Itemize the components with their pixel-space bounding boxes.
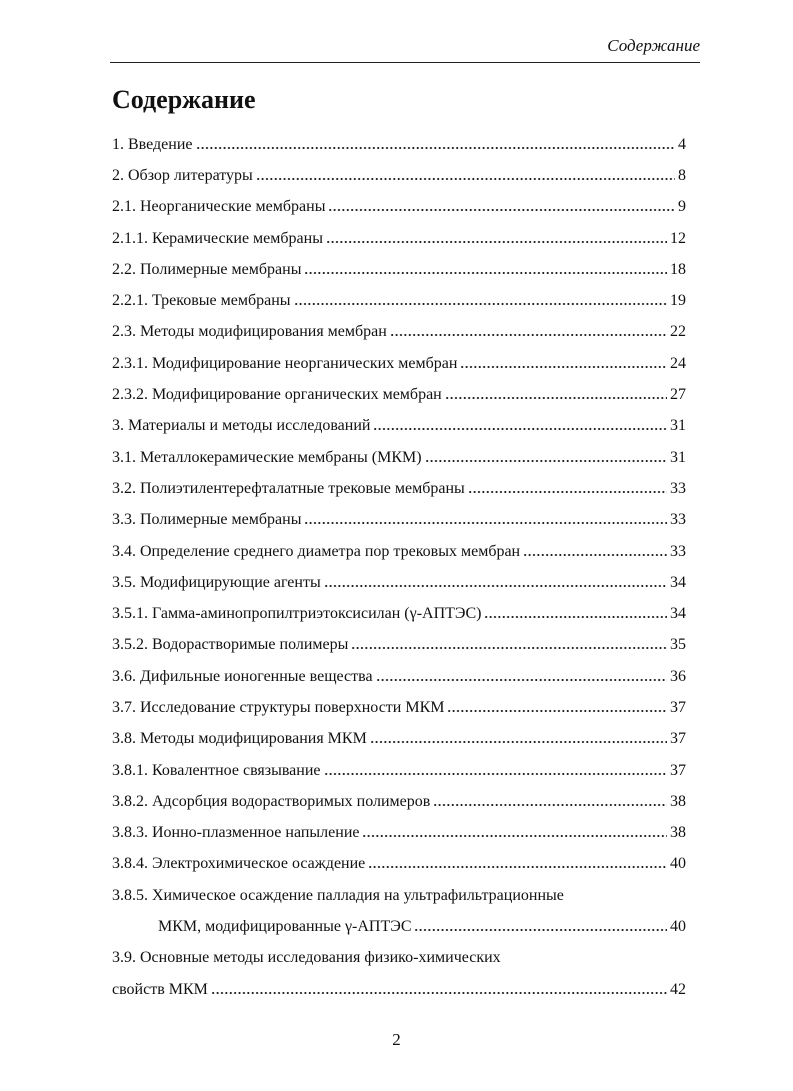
toc-entry-page: 35 <box>670 636 686 654</box>
toc-entry-label: 2.1.1. Керамические мембраны <box>112 229 323 247</box>
toc-entry-page: 34 <box>670 573 686 591</box>
toc-entry[interactable] <box>112 630 686 661</box>
dot-leader <box>425 454 667 468</box>
dot-leader <box>351 641 667 655</box>
toc-entry[interactable] <box>112 880 686 911</box>
toc-entry-page: 40 <box>670 918 686 936</box>
toc-entry-label: 3.5. Модифицирующие агенты <box>112 573 321 591</box>
toc-entry-label: 3.3. Полимерные мембраны <box>112 511 302 529</box>
dot-leader <box>304 266 667 280</box>
dot-leader <box>433 798 667 812</box>
dot-leader <box>447 704 667 718</box>
dot-leader <box>304 516 667 530</box>
toc-entry[interactable] <box>112 223 686 254</box>
toc-entry-label: 3.8.4. Электрохимическое осаждение <box>112 855 366 873</box>
toc-entry-label: 3.6. Дифильные ионогенные вещества <box>112 667 373 685</box>
toc-entry[interactable] <box>112 160 686 191</box>
toc-entry-label: 2. Обзор литературы <box>112 166 253 184</box>
toc-entry-page: 38 <box>670 792 686 810</box>
toc-entry-label: 2.2. Полимерные мембраны <box>112 260 302 278</box>
toc-entry[interactable] <box>112 473 686 504</box>
toc-entry-page: 31 <box>670 448 686 466</box>
toc-entry[interactable] <box>112 379 686 410</box>
running-header-title: Содержание <box>607 36 700 55</box>
running-header <box>110 36 700 63</box>
toc-entry-label: 3.8.3. Ионно-плазменное напыление <box>112 824 360 842</box>
toc-entry[interactable] <box>112 254 686 285</box>
dot-leader <box>414 923 667 937</box>
toc-entry-page: 34 <box>670 605 686 623</box>
toc-entry-page: 27 <box>670 386 686 404</box>
toc-entry[interactable] <box>112 818 686 849</box>
toc-entry[interactable] <box>112 943 686 974</box>
toc-entry-label: 2.3. Методы модифицирования мембран <box>112 323 387 341</box>
toc-entry[interactable] <box>112 442 686 473</box>
dot-leader <box>256 172 675 186</box>
toc-entry-label: 2.2.1. Трековые мембраны <box>112 292 291 310</box>
toc-entry-label: 3.7. Исследование структуры поверхности МКМ <box>112 698 445 716</box>
toc-entry-label: 2.3.1. Модифицирование неорганических мембран <box>112 354 458 372</box>
dot-leader <box>294 297 667 311</box>
toc-entry-label: 3. Материалы и методы исследований <box>112 417 371 435</box>
dot-leader <box>484 610 667 624</box>
toc-entry[interactable] <box>112 755 686 786</box>
dot-leader <box>468 485 667 499</box>
toc-entry-label: 3.5.1. Гамма-аминопропилтриэтоксисилан (γ-АПТЭС) <box>112 605 482 623</box>
toc-entry-label: МКМ, модифицированные γ-АПТЭС <box>158 918 412 936</box>
toc-entry-page: 37 <box>670 698 686 716</box>
toc-entry-page: 33 <box>670 511 686 529</box>
dot-leader <box>324 767 667 781</box>
toc-entry-page: 19 <box>670 292 686 310</box>
toc-entry-page: 31 <box>670 417 686 435</box>
toc-entry[interactable] <box>112 692 686 723</box>
toc-entry-label: 3.5.2. Водорастворимые полимеры <box>112 636 349 654</box>
toc-entry-label: 2.1. Неорганические мембраны <box>112 198 326 216</box>
toc-entry-page: 38 <box>670 824 686 842</box>
toc-entry-page: 22 <box>670 323 686 341</box>
toc-entry[interactable] <box>112 567 686 598</box>
table-of-contents <box>112 129 686 1005</box>
toc-entry[interactable] <box>112 724 686 755</box>
toc-entry-label: 3.8. Методы модифицирования МКМ <box>112 730 367 748</box>
toc-entry[interactable] <box>112 129 686 160</box>
toc-entry[interactable] <box>112 536 686 567</box>
toc-entry[interactable] <box>112 348 686 379</box>
toc-entry-page: 12 <box>670 229 686 247</box>
toc-entry[interactable] <box>112 661 686 692</box>
toc-entry-page: 9 <box>678 198 686 216</box>
toc-entry[interactable] <box>112 317 686 348</box>
toc-entry[interactable] <box>112 505 686 536</box>
dot-leader <box>324 579 667 593</box>
toc-entry-page: 18 <box>670 260 686 278</box>
toc-entry[interactable] <box>112 598 686 629</box>
toc-entry-page: 36 <box>670 667 686 685</box>
toc-entry-label: 3.9. Основные методы исследования физико-химических <box>112 949 501 967</box>
dot-leader <box>523 548 667 562</box>
toc-entry[interactable] <box>112 849 686 880</box>
toc-entry-label: свойств МКМ <box>112 980 208 998</box>
toc-entry-page: 4 <box>678 135 686 153</box>
toc-entry-label: 3.8.1. Ковалентное связывание <box>112 761 321 779</box>
toc-entry-label: 3.2. Полиэтилентерефталатные трековые мембраны <box>112 479 465 497</box>
toc-entry-page: 8 <box>678 166 686 184</box>
page-title: Содержание <box>112 85 256 114</box>
dot-leader <box>390 328 667 342</box>
dot-leader <box>328 203 675 217</box>
toc-entry-label: 3.4. Определение среднего диаметра пор трековых мембран <box>112 542 521 560</box>
dot-leader <box>211 986 667 1000</box>
toc-entry-label: 2.3.2. Модифицирование органических мембран <box>112 386 442 404</box>
toc-entry-label: 1. Введение <box>112 135 193 153</box>
toc-entry-page: 42 <box>670 980 686 998</box>
dot-leader <box>445 391 667 405</box>
toc-entry[interactable] <box>112 786 686 817</box>
toc-entry-label: 3.8.5. Химическое осаждение палладия на ультрафильтрационные <box>112 886 564 904</box>
toc-entry-page: 24 <box>670 354 686 372</box>
toc-entry-page: 33 <box>670 542 686 560</box>
toc-entry-label: 3.8.2. Адсорбция водорастворимых полимеров <box>112 792 431 810</box>
dot-leader <box>196 141 676 155</box>
dot-leader <box>326 235 667 249</box>
dot-leader <box>362 829 667 843</box>
toc-entry-page: 37 <box>670 761 686 779</box>
toc-entry[interactable] <box>112 192 686 223</box>
toc-entry-page: 37 <box>670 730 686 748</box>
page-number: 2 <box>392 1030 401 1049</box>
toc-entry-page: 33 <box>670 479 686 497</box>
dot-leader <box>370 735 667 749</box>
dot-leader <box>373 422 667 436</box>
toc-entry-page: 40 <box>670 855 686 873</box>
dot-leader <box>368 860 667 874</box>
toc-entry[interactable] <box>112 285 686 316</box>
toc-entry-label: 3.1. Металлокерамические мембраны (МКМ) <box>112 448 422 466</box>
dot-leader <box>460 360 667 374</box>
toc-entry-continuation[interactable] <box>112 911 686 942</box>
dot-leader <box>376 673 667 687</box>
toc-entry-continuation[interactable] <box>112 974 686 1005</box>
toc-entry[interactable] <box>112 411 686 442</box>
